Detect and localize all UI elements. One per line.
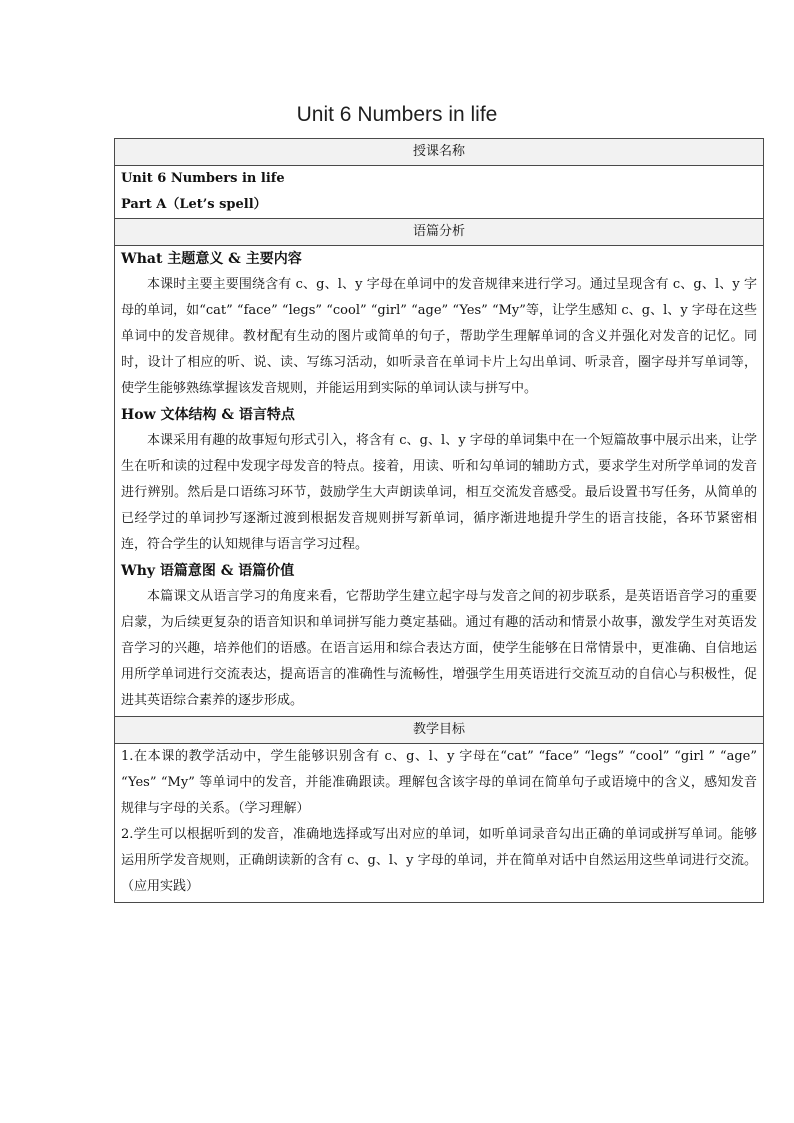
text-analysis-cell xyxy=(115,246,764,717)
page-title: Unit 6 Numbers in life xyxy=(296,103,498,126)
text-analysis-row xyxy=(115,246,764,717)
how-paragraph: 本课采用有趣的故事短句形式引入，将含有 c、g、l、y 字母的单词集中在一个短篇故事中展示出来，让学生在听和读的过程中发现字母发音的特点。接着，用读、听和勾单词的辅助方式，要求学生对所学单词的发音进行辨别。然后是口语练习环节，鼓励学生大声朗读单词，相互交流发音感受。最后设置书写任务，从简单的已经学过的单词抄写逐渐过渡到根据发音规则拼写新单词，循序渐进地提升学生的语言技能，各环节紧密相连，符合学生的认知规律与语言学习过程。 xyxy=(121,433,757,552)
why-heading: Why 语篇意图 & 语篇价值 xyxy=(121,563,295,579)
objectives-cell xyxy=(115,744,764,903)
text-analysis-header-row xyxy=(115,219,764,246)
objective-item: 2.学生可以根据听到的发音，准确地选择或写出对应的单词，如听单词录音勾出正确的单词或拼写单词。能够运用所学发音规则，正确朗读新的含有 c、g、l、y 字母的单词，并在简单对话中自然运用这些单词进行交流。（应用实践） xyxy=(121,827,757,894)
course-title: Unit 6 Numbers in life xyxy=(121,171,285,186)
objectives-row xyxy=(115,744,764,903)
course-name-header-row xyxy=(115,139,764,166)
course-part: Part A（Let’s spell） xyxy=(121,197,267,212)
objectives-header: 教学目标 xyxy=(115,717,764,744)
what-heading: What 主题意义 & 主要内容 xyxy=(121,251,302,267)
lesson-plan-table xyxy=(114,138,764,903)
how-heading: How 文体结构 & 语言特点 xyxy=(121,407,295,423)
course-name-cell xyxy=(115,166,764,219)
course-name-header: 授课名称 xyxy=(115,139,764,166)
objective-item: 1.在本课的教学活动中，学生能够识别含有 c、g、l、y 字母在“cat” “face” “legs” “cool” “girl ” “age” “Yes” “My” 等单词中的发音，并能准确跟读。理解包含该字母的单词在简单句子或语境中的含义，感知发音规律与字母的关系。（学习理解） xyxy=(121,749,757,816)
text-analysis-header: 语篇分析 xyxy=(115,219,764,246)
objectives-header-row xyxy=(115,717,764,744)
course-name-row xyxy=(115,166,764,219)
why-paragraph: 本篇课文从语言学习的角度来看，它帮助学生建立起字母与发音之间的初步联系，是英语语音学习的重要启蒙，为后续更复杂的语音知识和单词拼写能力奠定基础。通过有趣的活动和情景小故事，激发学生对英语发音学习的兴趣，培养他们的语感。在语言运用和综合表达方面，使学生能够在日常情景中，更准确、自信地运用所学单词进行交流表达，提高语言的准确性与流畅性，增强学生用英语进行交流互动的自信心与积极性，促进其英语综合素养的逐步形成。 xyxy=(121,589,757,708)
what-paragraph: 本课时主要主要围绕含有 c、g、l、y 字母在单词中的发音规律来进行学习。通过呈现含有 c、g、l、y 字母的单词，如“cat” “face” “legs” “cool” “girl” “age” “Yes” “My”等，让学生感知 c、g、l、y 字母在这些单词中的发音规律。教材配有生动的图片或简单的句子，帮助学生理解单词的含义并强化对发音的记忆。同时，设计了相应的听、说、读、写练习活动，如听录音在单词卡片上勾出单词、听录音，圈字母并写单词等，使学生能够熟练掌握该发音规则，并能运用到实际的单词认读与拼写中。 xyxy=(121,277,757,396)
